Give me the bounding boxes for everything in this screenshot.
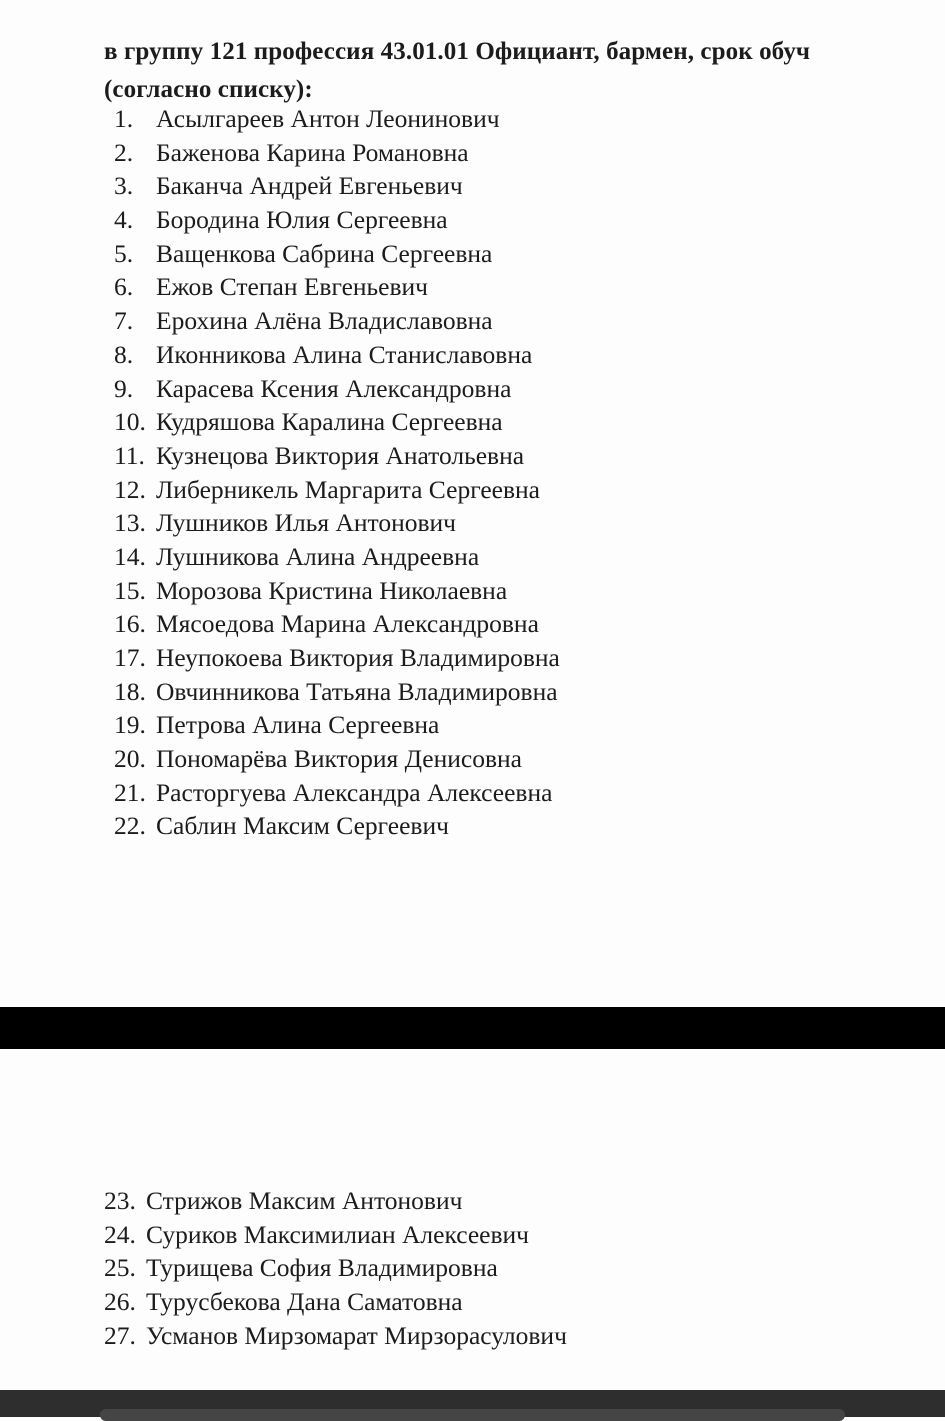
list-item bbox=[104, 1218, 567, 1252]
item-number: 7. bbox=[114, 306, 134, 336]
item-number: 10. bbox=[114, 407, 146, 437]
list-item bbox=[114, 203, 560, 237]
item-number: 3. bbox=[114, 171, 134, 201]
student-name: Усманов Мирзомарат Мирзорасулович bbox=[146, 1320, 567, 1350]
item-number: 23. bbox=[104, 1186, 136, 1215]
list-item bbox=[114, 574, 560, 608]
student-name: Баканча Андрей Евгеньевич bbox=[156, 171, 463, 201]
list-item bbox=[114, 405, 560, 439]
item-number: 16. bbox=[114, 609, 146, 639]
item-number: 11. bbox=[114, 440, 145, 470]
list-item bbox=[114, 473, 560, 507]
document-heading bbox=[104, 34, 945, 110]
student-name: Баженова Карина Романовна bbox=[156, 137, 469, 167]
item-number: 4. bbox=[114, 205, 134, 235]
student-name: Кузнецова Виктория Анатольевна bbox=[156, 440, 525, 470]
student-name: Стрижов Максим Антонович bbox=[146, 1186, 463, 1215]
student-name: Мясоедова Марина Александровна bbox=[156, 609, 539, 639]
list-item bbox=[114, 708, 560, 742]
student-name: Овчинникова Татьяна Владимировна bbox=[156, 676, 558, 706]
heading-line-2: (согласно списку): bbox=[104, 76, 313, 103]
item-number: 26. bbox=[104, 1287, 136, 1317]
list-item bbox=[114, 506, 560, 540]
item-number: 14. bbox=[114, 541, 146, 571]
student-name: Лушников Илья Антонович bbox=[156, 508, 456, 538]
student-list-part-1 bbox=[114, 102, 560, 843]
student-list-part-2 bbox=[104, 1184, 567, 1352]
item-number: 13. bbox=[114, 508, 146, 538]
student-name: Ежов Степан Евгеньевич bbox=[156, 272, 429, 302]
item-number: 25. bbox=[104, 1253, 136, 1283]
student-name: Петрова Алина Сергеевна bbox=[156, 710, 440, 740]
student-name: Неупокоева Виктория Владимировна bbox=[156, 643, 560, 672]
list-item bbox=[104, 1184, 567, 1218]
item-number: 21. bbox=[114, 777, 146, 807]
student-name: Бородина Юлия Сергеевна bbox=[156, 205, 448, 235]
item-number: 5. bbox=[114, 238, 134, 268]
list-item bbox=[114, 540, 560, 574]
list-item bbox=[114, 270, 560, 304]
student-name: Карасева Ксения Александровна bbox=[156, 373, 512, 403]
item-number: 12. bbox=[114, 474, 146, 504]
list-item bbox=[114, 169, 560, 203]
student-name: Турищева София Владимировна bbox=[146, 1253, 498, 1283]
student-name: Ерохина Алёна Владиславовна bbox=[156, 306, 493, 336]
student-name: Морозова Кристина Николаевна bbox=[156, 575, 508, 605]
list-item bbox=[104, 1319, 567, 1353]
item-number: 1. bbox=[114, 104, 134, 133]
student-name: Пономарёва Виктория Денисовна bbox=[156, 744, 522, 774]
item-number: 18. bbox=[114, 676, 146, 706]
list-item bbox=[114, 607, 560, 641]
list-item bbox=[114, 675, 560, 709]
list-item bbox=[114, 304, 560, 338]
list-item bbox=[104, 1251, 567, 1285]
item-number: 9. bbox=[114, 373, 134, 403]
list-item bbox=[114, 809, 560, 843]
student-name: Иконникова Алина Станиславовна bbox=[156, 339, 533, 369]
student-name: Кудряшова Каралина Сергеевна bbox=[156, 407, 503, 437]
list-item bbox=[114, 372, 560, 406]
list-item bbox=[104, 1285, 567, 1319]
item-number: 6. bbox=[114, 272, 134, 302]
student-name: Ващенкова Сабрина Сергеевна bbox=[156, 238, 493, 268]
student-name: Лушникова Алина Андреевна bbox=[156, 541, 480, 571]
list-item bbox=[114, 641, 560, 675]
item-number: 19. bbox=[114, 710, 146, 740]
item-number: 27. bbox=[104, 1320, 136, 1350]
student-name: Расторгуева Александра Алексеевна bbox=[156, 777, 553, 807]
item-number: 24. bbox=[104, 1219, 136, 1249]
heading-line-1: в группу 121 профессия 43.01.01 Официант, бармен, срок обуч bbox=[104, 38, 811, 65]
cropped-text-remnant bbox=[150, 0, 945, 4]
item-number: 17. bbox=[114, 643, 146, 672]
list-item bbox=[114, 338, 560, 372]
list-item bbox=[114, 742, 560, 776]
item-number: 8. bbox=[114, 339, 134, 369]
student-name: Саблин Максим Сергеевич bbox=[156, 811, 449, 841]
list-item bbox=[114, 237, 560, 271]
item-number: 15. bbox=[114, 575, 146, 605]
list-item bbox=[114, 439, 560, 473]
list-item bbox=[114, 136, 560, 170]
student-name: Асылгареев Антон Леонинович bbox=[156, 104, 500, 133]
page-gap-divider bbox=[0, 1007, 945, 1049]
item-number: 2. bbox=[114, 137, 134, 167]
list-item bbox=[114, 776, 560, 810]
student-name: Либерникель Маргарита Сергеевна bbox=[156, 474, 540, 504]
list-item bbox=[114, 102, 560, 136]
student-name: Суриков Максимилиан Алексеевич bbox=[146, 1219, 529, 1249]
item-number: 20. bbox=[114, 744, 146, 774]
item-number: 22. bbox=[114, 811, 146, 841]
student-name: Турусбекова Дана Саматовна bbox=[146, 1287, 463, 1317]
scroll-handle[interactable] bbox=[100, 1409, 845, 1421]
